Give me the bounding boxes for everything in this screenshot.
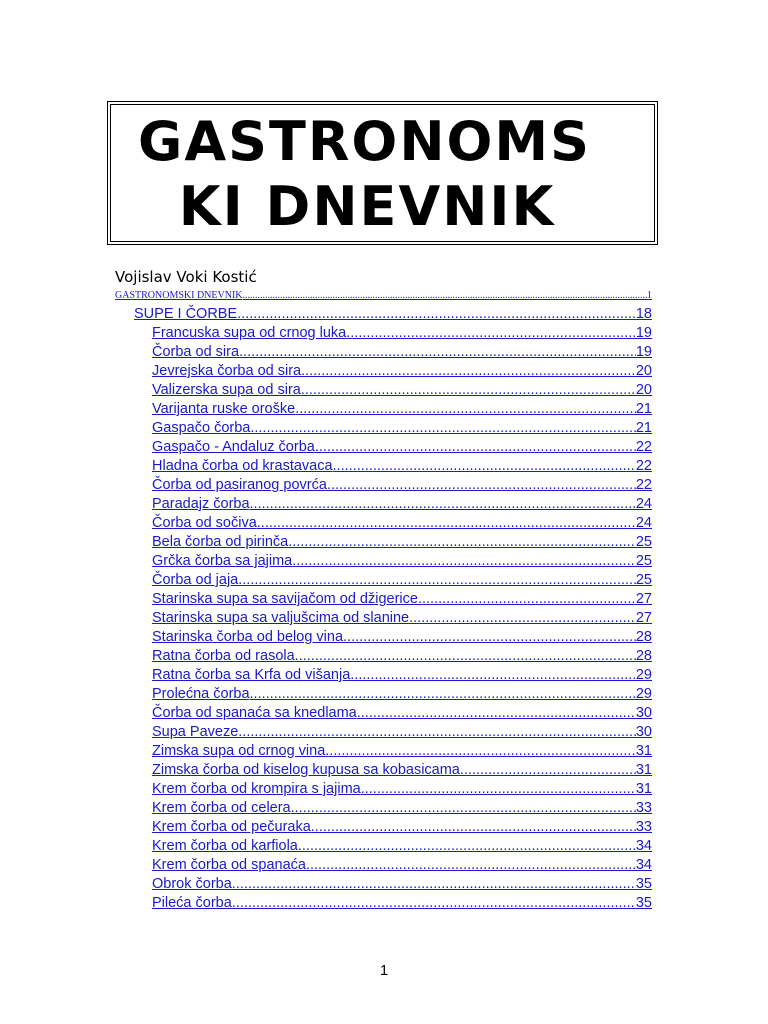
toc-entry-page: 28 [635, 629, 652, 645]
toc-leader-dots [301, 381, 636, 400]
toc-entry-page: 29 [635, 667, 652, 683]
toc-leader-dots [295, 400, 636, 419]
toc-entry-page: 28 [635, 648, 652, 664]
toc-entry-page: 22 [635, 439, 652, 455]
toc-entry[interactable] [152, 894, 652, 913]
toc-entry-page: 1 [647, 290, 652, 301]
toc-entry[interactable] [152, 837, 652, 856]
toc-entry-page: 21 [635, 401, 652, 417]
toc-entry[interactable] [152, 438, 652, 457]
toc-entry-label: Ratna čorba sa Krfa od višanja [152, 667, 351, 683]
toc-entry-page: 22 [635, 458, 652, 474]
toc-entry-label: Gaspačo - Andaluz čorba [152, 439, 315, 455]
toc-leader-dots [343, 628, 636, 647]
toc-entry[interactable] [152, 533, 652, 552]
toc-entry[interactable] [152, 362, 652, 381]
toc-leader-dots [325, 742, 636, 761]
toc-entry-page: 27 [635, 591, 652, 607]
toc-entry-label: Varijanta ruske oroške [152, 401, 296, 417]
toc-leader-dots [232, 875, 636, 894]
toc-entry[interactable] [152, 685, 652, 704]
toc-entry-page: 19 [635, 344, 652, 360]
toc-entry-label: Starinska supa sa valjušcima od slanine [152, 610, 410, 626]
toc-entry-label: Krem čorba od celera [152, 800, 291, 816]
toc-entry-page: 19 [635, 325, 652, 341]
toc-entry-label: Starinska čorba od belog vina [152, 629, 344, 645]
toc-entry-page: 21 [635, 420, 652, 436]
toc-entry-page: 34 [635, 838, 652, 854]
toc-entry-label: Hladna čorba od krastavaca [152, 458, 333, 474]
toc-entry-label: Ratna čorba od rasola [152, 648, 295, 664]
toc-entry-page: 20 [635, 382, 652, 398]
toc-entry[interactable] [152, 400, 652, 419]
page-number: 1 [379, 962, 389, 979]
toc-entry[interactable] [152, 495, 652, 514]
toc-entry-page: 35 [635, 876, 652, 892]
toc-entry-label: Čorba od sira [152, 344, 240, 360]
toc-leader-dots [327, 476, 636, 495]
toc-entry-label: Valizerska supa od sira [152, 382, 301, 398]
toc-leader-dots [315, 438, 636, 457]
toc-entry-label: Starinska supa sa savijačom od džigerice [152, 591, 418, 607]
toc-entry-page: 33 [635, 819, 652, 835]
toc-entry-label: Jevrejska čorba od sira [152, 363, 302, 379]
toc-entry-label: Krem čorba od spanaća [152, 857, 306, 873]
toc-entry-label: Supa Paveze [152, 724, 239, 740]
toc-entry-page: 34 [635, 857, 652, 873]
toc-entry-page: 30 [635, 724, 652, 740]
toc-entry[interactable] [152, 647, 652, 666]
toc-entry-label: Francuska supa od crnog luka [152, 325, 347, 341]
toc-leader-dots [238, 723, 636, 742]
toc-entry[interactable] [152, 666, 652, 685]
toc-entry-label: Pileća čorba [152, 895, 232, 911]
toc-leader-dots [292, 552, 636, 571]
toc-entry-page: 18 [635, 306, 652, 322]
toc-entry-label: Krem čorba od karfiola [152, 838, 298, 854]
toc-leader-dots [257, 514, 636, 533]
toc-entry-label: Bela čorba od pirinča [152, 534, 289, 550]
toc-entry-page: 27 [635, 610, 652, 626]
toc-entry[interactable] [134, 305, 652, 324]
toc-entry-label: Čorba od sočiva [152, 515, 257, 531]
toc-entry-page: 31 [635, 743, 652, 759]
toc-entry-page: 25 [635, 553, 652, 569]
toc-leader-dots [295, 647, 636, 666]
title-frame [107, 101, 658, 245]
toc-entry-page: 31 [635, 762, 652, 778]
toc-leader-dots [409, 609, 636, 628]
title-line-1: GASTRONOMS [138, 110, 592, 173]
toc-entry-label: Gaspačo čorba [152, 420, 251, 436]
toc-entry[interactable] [152, 419, 652, 438]
toc-entry-page: 31 [635, 781, 652, 797]
toc-entry-label: Prolećna čorba [152, 686, 250, 702]
toc-entry-label: Grčka čorba sa jajima [152, 553, 293, 569]
author-name: Vojislav Voki Kostić [115, 268, 257, 286]
toc-leader-dots [460, 761, 636, 780]
toc-leader-dots [361, 780, 636, 799]
toc-entry-label: Krem čorba od krompira s jajima [152, 781, 361, 797]
toc-entry-label: Čorba od pasiranog povrća [152, 477, 327, 493]
toc-entry-page: 25 [635, 572, 652, 588]
toc-leader-dots [357, 704, 636, 723]
toc-entry-page: 29 [635, 686, 652, 702]
toc-entry-label: Čorba od jaja [152, 572, 239, 588]
toc-leader-dots [350, 666, 636, 685]
toc-entry-label: Zimska čorba od kiselog kupusa sa kobasicama [152, 762, 460, 778]
toc-entry-label: GASTRONOMSKI DNEVNIK [115, 290, 243, 301]
toc-entry-main[interactable] [115, 290, 652, 301]
toc-entry-label: Krem čorba od pečuraka [152, 819, 311, 835]
toc-leader-dots [243, 290, 648, 301]
toc-leader-dots [306, 856, 636, 875]
toc-leader-dots [239, 343, 636, 362]
toc-entry[interactable] [152, 476, 652, 495]
toc-entry[interactable] [152, 799, 652, 818]
toc-entry-page: 22 [635, 477, 652, 493]
toc-leader-dots [291, 799, 636, 818]
toc-leader-dots [250, 685, 636, 704]
toc-entry[interactable] [152, 742, 652, 761]
toc-leader-dots [250, 495, 636, 514]
toc-entry[interactable] [152, 552, 652, 571]
toc-leader-dots [288, 533, 636, 552]
toc-leader-dots [237, 305, 636, 324]
toc-entry[interactable] [152, 818, 652, 837]
toc-entry[interactable] [152, 875, 652, 894]
toc-entry[interactable] [152, 723, 652, 742]
toc-entry[interactable] [152, 590, 652, 609]
toc-entry-page: 20 [635, 363, 652, 379]
toc-entry-page: 24 [635, 496, 652, 512]
toc-entry-label: SUPE I ČORBE [134, 306, 238, 322]
toc-entry[interactable] [152, 856, 652, 875]
toc-entry-page: 25 [635, 534, 652, 550]
toc-entry-page: 33 [635, 800, 652, 816]
toc-entry[interactable] [152, 514, 652, 533]
toc-leader-dots [232, 894, 636, 913]
toc-entry-page: 30 [635, 705, 652, 721]
toc-entry-label: Obrok čorba [152, 876, 232, 892]
toc-entry[interactable] [152, 761, 652, 780]
toc-entry[interactable] [152, 609, 652, 628]
toc-entry[interactable] [152, 457, 652, 476]
toc-leader-dots [298, 837, 636, 856]
toc-entry-page: 35 [635, 895, 652, 911]
toc-entry-label: Paradajz čorba [152, 496, 250, 512]
toc-entry[interactable] [152, 628, 652, 647]
toc-entry-page: 24 [635, 515, 652, 531]
toc-entry[interactable] [152, 343, 652, 362]
toc-leader-dots [250, 419, 636, 438]
toc-entry[interactable] [152, 571, 652, 590]
toc-entry-label: Čorba od spanaća sa knedlama [152, 705, 357, 721]
toc-leader-dots [333, 457, 636, 476]
toc-entry-label: Zimska supa od crnog vina [152, 743, 326, 759]
toc-leader-dots [346, 324, 636, 343]
title-line-2: KI DNEVNIK [158, 175, 556, 238]
toc-leader-dots [418, 590, 636, 609]
toc-leader-dots [311, 818, 636, 837]
toc-entry[interactable] [152, 381, 652, 400]
toc-entry[interactable] [152, 324, 652, 343]
toc-leader-dots [301, 362, 636, 381]
toc-entry[interactable] [152, 704, 652, 723]
toc-leader-dots [238, 571, 636, 590]
toc-entry[interactable] [152, 780, 652, 799]
